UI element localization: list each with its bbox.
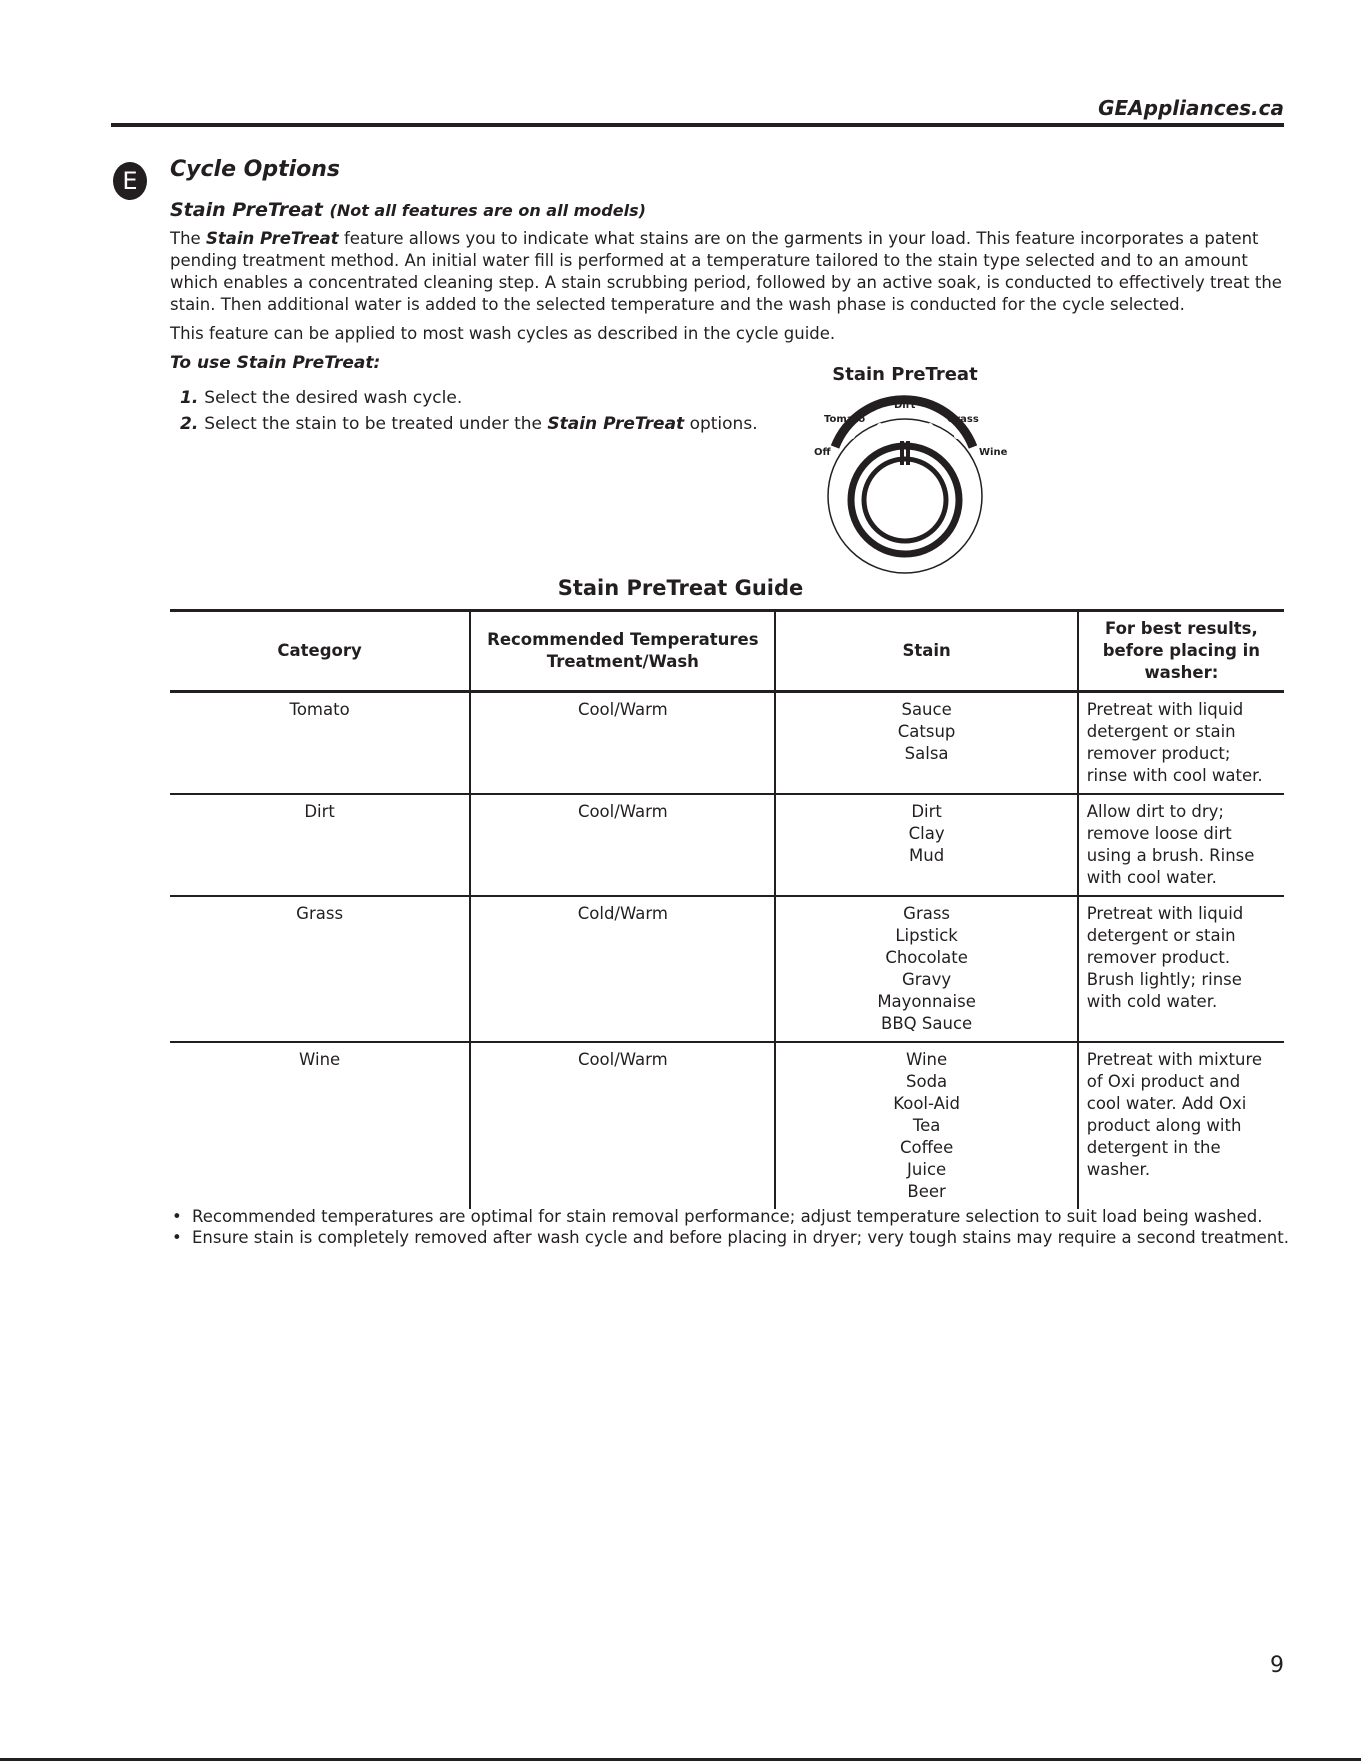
stain-item: Grass: [903, 904, 951, 923]
stain-item: BBQ Sauce: [881, 1014, 973, 1033]
stain-item: Beer: [907, 1182, 946, 1201]
stain-item: Juice: [907, 1160, 947, 1179]
stain-pretreat-dial: [800, 392, 1010, 574]
stain-item: Gravy: [901, 970, 952, 989]
dial-dot-dirt: [902, 420, 908, 426]
dial-knob-inner: [864, 459, 946, 541]
stain-item: Wine: [906, 1050, 948, 1069]
dial-pointer: [900, 441, 904, 465]
section-letter-badge: E: [113, 162, 147, 200]
subsection-title: [170, 199, 646, 221]
stain-item: Salsa: [904, 744, 949, 763]
dial-label-tomato: Tomato: [824, 414, 866, 425]
dial-label-grass: Grass: [947, 414, 979, 425]
cell-category: Wine: [170, 1042, 470, 1209]
cell-category: Grass: [170, 896, 470, 1042]
dial-label-off: Off: [814, 447, 831, 458]
bullet-icon: •: [172, 1228, 182, 1247]
step-1-number: 1.: [180, 388, 199, 408]
dial-dot-dirt-left: [877, 423, 883, 429]
cell-category: Dirt: [170, 794, 470, 896]
dial-label-wine: Wine: [979, 447, 1008, 458]
cell-temperature: Cool/Warm: [470, 692, 775, 795]
page-number: 9: [1270, 1653, 1284, 1678]
stain-item: Tea: [912, 1116, 941, 1135]
cell-best-results: Allow dirt to dry; remove loose dirt using a brush. Rinse with cool water.: [1078, 794, 1284, 896]
step-2-emphasis: Stain PreTreat: [547, 414, 685, 434]
dial-knob-outer: [851, 446, 959, 554]
table-row: [170, 794, 1284, 896]
dial-dot-tomato: [849, 433, 855, 439]
table-row: [170, 896, 1284, 1042]
cell-best-results: Pretreat with liquid detergent or stain remover product; rinse with cool water.: [1078, 692, 1284, 795]
cell-temperature: Cold/Warm: [470, 896, 775, 1042]
step-1: [180, 385, 758, 411]
step-2-text-end: options.: [684, 414, 758, 434]
stain-guide-table: [170, 609, 1284, 1209]
guide-title: Stain PreTreat Guide: [557, 576, 804, 600]
notes-list: [170, 1206, 1289, 1248]
intro-body: feature allows you to indicate what stains are on the garments in your load. This feature incorporates a patent pending treatment method. An initial water fill is performed at a temperature tailored to the stain type selected and to an amount which enables a concentrated cleaning step. A stain scrubbing period, followed by an active soak, is conducted to effectively treat the stain. Then additional water is added to the selected temperature and the wash phase is conducted for the cycle selected.: [170, 229, 1282, 314]
header-category: Category: [170, 611, 470, 692]
stain-item: Mud: [909, 846, 945, 865]
intro-paragraph: [170, 228, 1290, 316]
header-best-results: For best results, before placing in washer:: [1078, 611, 1284, 692]
subsection-name: Stain PreTreat: [170, 199, 323, 221]
header-temperatures: Recommended Temperatures Treatment/Wash: [470, 611, 775, 692]
table-body: [170, 692, 1284, 1210]
intro-lead: The: [170, 229, 206, 248]
stain-item: Clay: [908, 824, 945, 843]
dial-dot-wine: [954, 433, 960, 439]
intro-feature-name: Stain PreTreat: [205, 229, 339, 248]
cell-stains: [775, 1042, 1077, 1209]
stain-item: Catsup: [897, 722, 956, 741]
cell-best-results: Pretreat with liquid detergent or stain remover product. Brush lightly; rinse with cold water.: [1078, 896, 1284, 1042]
subsection-note: (Not all features are on all models): [329, 201, 646, 220]
header-rule: [111, 123, 1284, 127]
header-stain: Stain: [775, 611, 1077, 692]
stain-item: Lipstick: [895, 926, 958, 945]
note-text: Recommended temperatures are optimal for stain removal performance; adjust temperature selection to suit load being washed.: [192, 1207, 1263, 1226]
cell-stains: [775, 794, 1077, 896]
stain-item: Coffee: [899, 1138, 954, 1157]
cell-stains: [775, 896, 1077, 1042]
bullet-icon: •: [172, 1207, 182, 1226]
stain-item: Chocolate: [885, 948, 968, 967]
stain-item: Dirt: [911, 802, 942, 821]
cell-stains: [775, 692, 1077, 795]
step-2-number: 2.: [180, 414, 199, 434]
cell-temperature: Cool/Warm: [470, 794, 775, 896]
table-row: [170, 1042, 1284, 1209]
stain-item: Kool-Aid: [893, 1094, 960, 1113]
site-url: GEAppliances.ca: [1098, 96, 1284, 120]
section-title: Cycle Options: [170, 157, 341, 182]
note-text: Ensure stain is completely removed after wash cycle and before placing in dryer; very tough stains may require a second treatment.: [192, 1228, 1289, 1247]
note-item: [170, 1206, 1289, 1227]
dial-label-dirt: Dirt: [894, 400, 916, 411]
stain-item: Mayonnaise: [877, 992, 976, 1011]
dial-title: Stain PreTreat: [832, 364, 978, 385]
step-1-text: Select the desired wash cycle.: [204, 388, 463, 408]
steps-list: [180, 385, 758, 437]
note-item: [170, 1227, 1289, 1248]
cell-category: Tomato: [289, 700, 350, 719]
stain-item: Sauce: [901, 700, 952, 719]
step-2: [180, 411, 758, 437]
step-2-text: Select the stain to be treated under the: [204, 414, 548, 434]
table-row: [170, 692, 1284, 795]
cell-best-results: Pretreat with mixture of Oxi product and cool water. Add Oxi product along with detergent in the washer.: [1078, 1042, 1284, 1209]
applies-paragraph: This feature can be applied to most wash cycles as described in the cycle guide.: [170, 324, 836, 343]
dial-pointer-2: [906, 441, 910, 465]
cell-temperature: Cool/Warm: [470, 1042, 775, 1209]
dial-dot-grass: [927, 423, 933, 429]
howto-title: To use Stain PreTreat:: [170, 353, 381, 373]
table-header-row: [170, 611, 1284, 692]
stain-item: Soda: [906, 1072, 948, 1091]
